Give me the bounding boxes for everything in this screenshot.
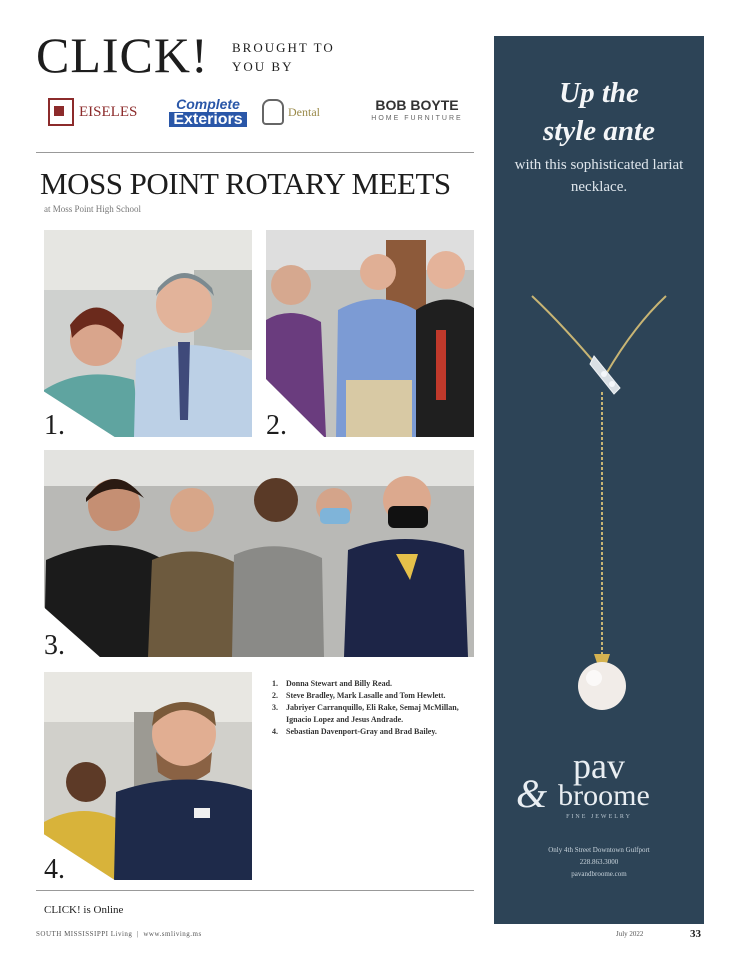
caption-number: 4.	[272, 727, 278, 736]
photo-captions	[272, 678, 472, 738]
caption-number: 3.	[272, 703, 278, 712]
divider-bottom	[36, 890, 474, 891]
divider-top	[36, 152, 474, 153]
caption-text: Steve Bradley, Mark Lasalle and Tom Hewlett.	[286, 691, 446, 700]
complete-exteriors-line-1: Complete	[176, 96, 240, 112]
brought-to-you-by	[232, 38, 372, 76]
ad-brand-line-1: pav	[573, 746, 625, 786]
pav-broome-advertisement[interactable]	[494, 36, 704, 924]
ad-address	[494, 844, 704, 880]
brought-line-2: YOU BY	[232, 59, 294, 74]
photo-4-number: 4.	[44, 854, 65, 885]
caption-item	[272, 702, 472, 726]
sponsor-bob-boyte-logo	[365, 92, 469, 132]
brought-line-1: BROUGHT TO	[232, 40, 335, 55]
ad-website[interactable]: pavandbroome.com	[571, 870, 627, 878]
caption-item	[272, 690, 472, 702]
photo-3	[44, 450, 474, 657]
ad-brand-ampersand: &	[516, 771, 548, 816]
caption-text: Sebastian Davenport-Gray and Brad Bailey.	[286, 727, 437, 736]
photo-4	[44, 672, 252, 880]
photo-3-number: 3.	[44, 630, 65, 661]
footer-publication: SOUTH MISSISSIPPI Living | www.smliving.ms	[36, 930, 202, 938]
caption-number: 2.	[272, 691, 278, 700]
necklace-image	[494, 256, 704, 726]
photo-1-number: 1.	[44, 410, 65, 441]
ad-phone: 228.863.3000	[579, 858, 619, 866]
tooth-icon	[262, 99, 284, 125]
ad-headline	[494, 74, 704, 150]
footer-date: July 2022	[616, 930, 644, 938]
publication-name: SOUTH MISSISSIPPI Living	[36, 930, 133, 938]
publication-website[interactable]: www.smliving.ms	[143, 930, 202, 938]
bob-boyte-line-2: HOME FURNITURE	[371, 115, 463, 122]
ad-brand-subtitle: FINE JEWELRY	[566, 814, 632, 820]
caption-text: Jabriyer Carranquillo, Eli Rake, Semaj McMillan, Ignacio Lopez and Jesus Andrade.	[286, 703, 459, 724]
sponsor-eiseles-logo	[48, 92, 148, 132]
sponsor-complete-exteriors-logo	[165, 92, 251, 132]
page-number: 33	[690, 928, 701, 940]
bob-boyte-line-1: BOB BOYTE	[375, 97, 459, 113]
ad-address-line-1: Only 4th Street Downtown Gulfport	[548, 846, 650, 854]
ad-headline-line-1: Up the	[559, 77, 639, 109]
article-title: MOSS POINT ROTARY MEETS	[40, 166, 451, 201]
photo-2	[266, 230, 474, 437]
caption-item	[272, 678, 472, 690]
ad-headline-line-2: style ante	[543, 115, 655, 147]
click-online-link[interactable]: CLICK! is Online	[44, 904, 124, 916]
ad-body-text: with this sophisticated lariat necklace.	[514, 157, 684, 195]
caption-number: 1.	[272, 679, 278, 688]
photo-1	[44, 230, 252, 437]
eiseles-logo-text: EISELES	[79, 103, 138, 120]
eiseles-mark-icon	[48, 98, 74, 126]
dental-logo-text: Dental	[288, 104, 320, 119]
caption-text: Donna Stewart and Billy Read.	[286, 679, 393, 688]
photo-2-number: 2.	[266, 410, 287, 441]
sponsor-dental-logo	[262, 92, 354, 132]
ad-brand-line-2: broome	[558, 779, 650, 812]
complete-exteriors-line-2: Exteriors	[169, 112, 246, 127]
brand-title: CLICK!	[36, 27, 209, 83]
article-subtitle: at Moss Point High School	[44, 204, 142, 214]
caption-item	[272, 726, 472, 738]
